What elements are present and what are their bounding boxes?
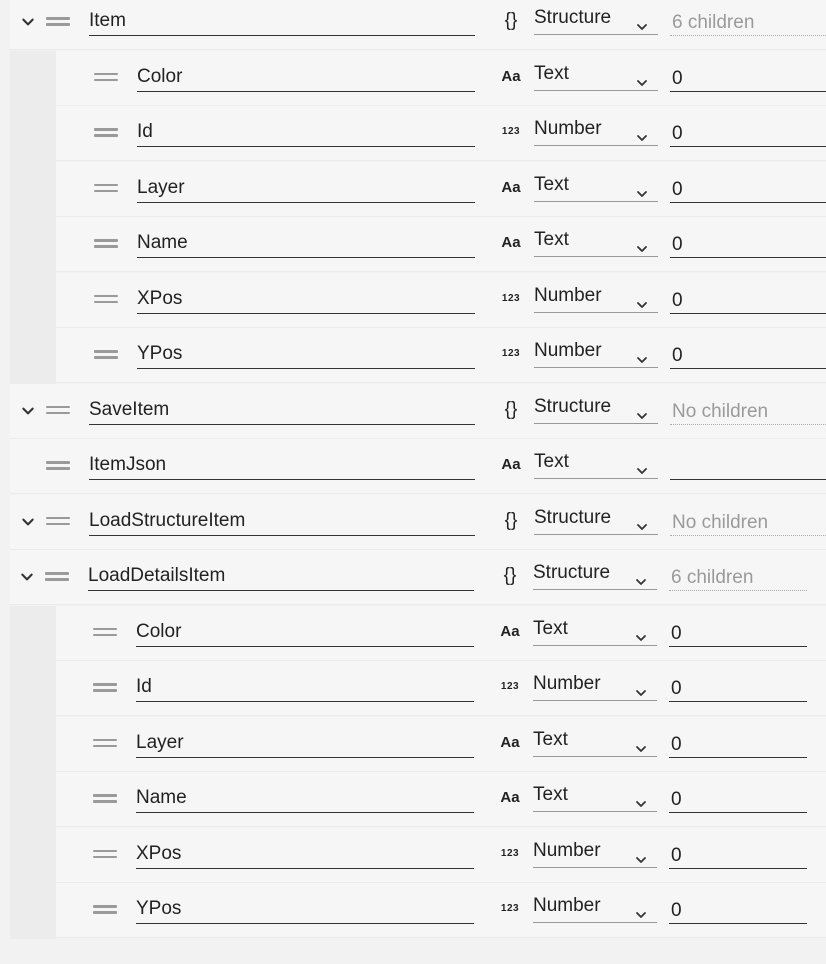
type-select-value: Number (534, 118, 602, 139)
type-select-value: Structure (533, 562, 611, 583)
field-name-input[interactable]: YPos (136, 895, 474, 924)
chevron-down-icon[interactable] (636, 237, 648, 263)
drag-handle-icon[interactable] (93, 628, 117, 638)
expand-chevron-icon[interactable] (19, 569, 35, 585)
default-value-input[interactable]: 0 (669, 896, 807, 924)
field-name-input[interactable]: SaveItem (89, 396, 475, 425)
number-type-icon: 123 (501, 292, 521, 304)
default-value-input[interactable]: 0 (670, 119, 826, 147)
default-value-input[interactable]: 0 (669, 730, 807, 758)
chevron-down-icon[interactable] (636, 293, 648, 319)
chevron-down-icon[interactable] (635, 848, 647, 874)
field-name-input[interactable]: XPos (137, 285, 475, 314)
type-select[interactable] (534, 283, 658, 313)
type-select[interactable] (534, 394, 658, 424)
type-select[interactable] (533, 727, 657, 757)
type-select[interactable] (534, 505, 658, 535)
drag-handle-icon[interactable] (45, 572, 69, 582)
default-value-input[interactable]: 0 (670, 230, 826, 258)
type-select-value: Number (533, 673, 601, 694)
type-select[interactable] (533, 616, 657, 646)
chevron-down-icon[interactable] (636, 459, 648, 485)
drag-handle-icon[interactable] (46, 517, 70, 527)
type-select[interactable] (533, 671, 657, 701)
default-value-input[interactable]: 0 (669, 619, 807, 647)
chevron-down-icon[interactable] (635, 681, 647, 707)
type-select-value: Number (533, 839, 601, 861)
type-select-value: Structure (534, 395, 612, 417)
structure-type-icon: {} (504, 509, 518, 531)
type-select-value: Text (533, 728, 568, 750)
chevron-down-icon[interactable] (636, 348, 648, 374)
children-count: 6 children (670, 8, 826, 36)
default-value-input[interactable]: 0 (670, 64, 826, 92)
type-select[interactable] (534, 449, 658, 479)
type-select-value: Number (534, 284, 602, 306)
type-select[interactable] (534, 61, 658, 91)
type-select-value: Number (534, 340, 602, 361)
expand-chevron-icon[interactable] (20, 14, 36, 30)
drag-handle-icon[interactable] (46, 406, 70, 416)
default-value-input[interactable] (670, 452, 826, 480)
drag-handle-icon[interactable] (94, 239, 118, 249)
drag-handle-icon[interactable] (93, 739, 117, 749)
chevron-down-icon[interactable] (636, 71, 648, 97)
type-select[interactable] (534, 5, 658, 35)
default-value-input[interactable]: 0 (670, 286, 826, 314)
number-type-icon: 123 (501, 126, 521, 137)
number-type-icon: 123 (500, 903, 520, 914)
field-name-input[interactable]: Id (136, 673, 474, 702)
drag-handle-icon[interactable] (94, 73, 118, 83)
text-type-icon: Aa (501, 178, 521, 196)
chevron-down-icon[interactable] (635, 737, 647, 763)
number-type-icon: 123 (500, 847, 520, 859)
type-select-value: Structure (534, 7, 612, 28)
text-type-icon: Aa (501, 67, 521, 85)
field-name-input[interactable]: Layer (136, 729, 474, 758)
text-type-icon: Aa (500, 789, 520, 806)
default-value-input[interactable]: 0 (669, 841, 807, 869)
structure-type-icon: {} (503, 565, 517, 586)
type-select-value: Text (534, 451, 569, 472)
type-select-value: Structure (534, 506, 612, 528)
field-name-input[interactable]: ItemJson (89, 451, 475, 480)
field-name-input[interactable]: Item (89, 7, 475, 36)
drag-handle-icon[interactable] (93, 683, 117, 693)
field-name-input[interactable]: Color (137, 63, 475, 92)
field-name-input[interactable]: YPos (137, 340, 475, 369)
type-select[interactable] (533, 782, 657, 812)
children-count: 6 children (669, 563, 807, 591)
default-value-input[interactable]: 0 (669, 674, 807, 702)
type-select-value: Text (533, 617, 568, 639)
field-name-input[interactable]: Id (137, 118, 475, 147)
text-type-icon: Aa (501, 456, 521, 473)
number-type-icon: 123 (500, 681, 520, 692)
chevron-down-icon[interactable] (636, 15, 648, 41)
drag-handle-icon[interactable] (94, 350, 118, 360)
chevron-down-icon[interactable] (636, 404, 648, 430)
chevron-down-icon[interactable] (635, 626, 647, 652)
default-value-input[interactable]: 0 (669, 785, 807, 813)
field-name-input[interactable]: Name (136, 784, 474, 813)
drag-handle-icon[interactable] (93, 905, 117, 915)
structure-type-icon: {} (504, 10, 518, 31)
number-type-icon: 123 (501, 348, 521, 359)
drag-handle-icon[interactable] (46, 17, 70, 27)
structure-type-icon: {} (504, 398, 518, 420)
type-select-value: Text (534, 173, 569, 195)
chevron-down-icon[interactable] (635, 903, 647, 929)
default-value-input[interactable]: 0 (670, 175, 826, 203)
field-name-input[interactable]: Name (137, 229, 475, 258)
children-count: No children (670, 508, 826, 536)
chevron-down-icon[interactable] (635, 570, 647, 596)
type-select-value: Text (533, 784, 568, 805)
field-name-input[interactable]: XPos (136, 840, 474, 869)
chevron-down-icon[interactable] (636, 182, 648, 208)
children-count: No children (670, 397, 826, 425)
field-name-input[interactable]: Layer (137, 174, 475, 203)
default-value-input[interactable]: 0 (670, 341, 826, 369)
type-select[interactable] (533, 838, 657, 868)
chevron-down-icon[interactable] (636, 515, 648, 541)
child-indent-gutter (10, 51, 56, 384)
expand-chevron-icon[interactable] (20, 514, 36, 530)
type-select-value: Number (533, 895, 601, 916)
type-select[interactable] (534, 172, 658, 202)
drag-handle-icon[interactable] (93, 850, 117, 860)
type-select-value: Text (534, 62, 569, 84)
chevron-down-icon[interactable] (635, 792, 647, 818)
drag-handle-icon[interactable] (94, 184, 118, 194)
type-select[interactable] (533, 893, 657, 923)
type-select[interactable] (534, 338, 658, 368)
drag-handle-icon[interactable] (94, 128, 118, 138)
chevron-down-icon[interactable] (636, 126, 648, 152)
text-type-icon: Aa (500, 733, 520, 751)
field-name-input[interactable]: LoadStructureItem (89, 507, 475, 536)
child-indent-gutter (10, 606, 56, 939)
text-type-icon: Aa (501, 234, 521, 251)
field-name-input[interactable]: Color (136, 618, 474, 647)
drag-handle-icon[interactable] (93, 794, 117, 804)
type-select[interactable] (534, 116, 658, 146)
field-name-input[interactable]: LoadDetailsItem (88, 562, 474, 591)
type-select[interactable] (533, 560, 657, 590)
text-type-icon: Aa (500, 622, 520, 640)
type-select-value: Text (534, 229, 569, 250)
drag-handle-icon[interactable] (94, 295, 118, 305)
type-select[interactable] (534, 227, 658, 257)
expand-chevron-icon[interactable] (20, 403, 36, 419)
drag-handle-icon[interactable] (46, 461, 70, 471)
